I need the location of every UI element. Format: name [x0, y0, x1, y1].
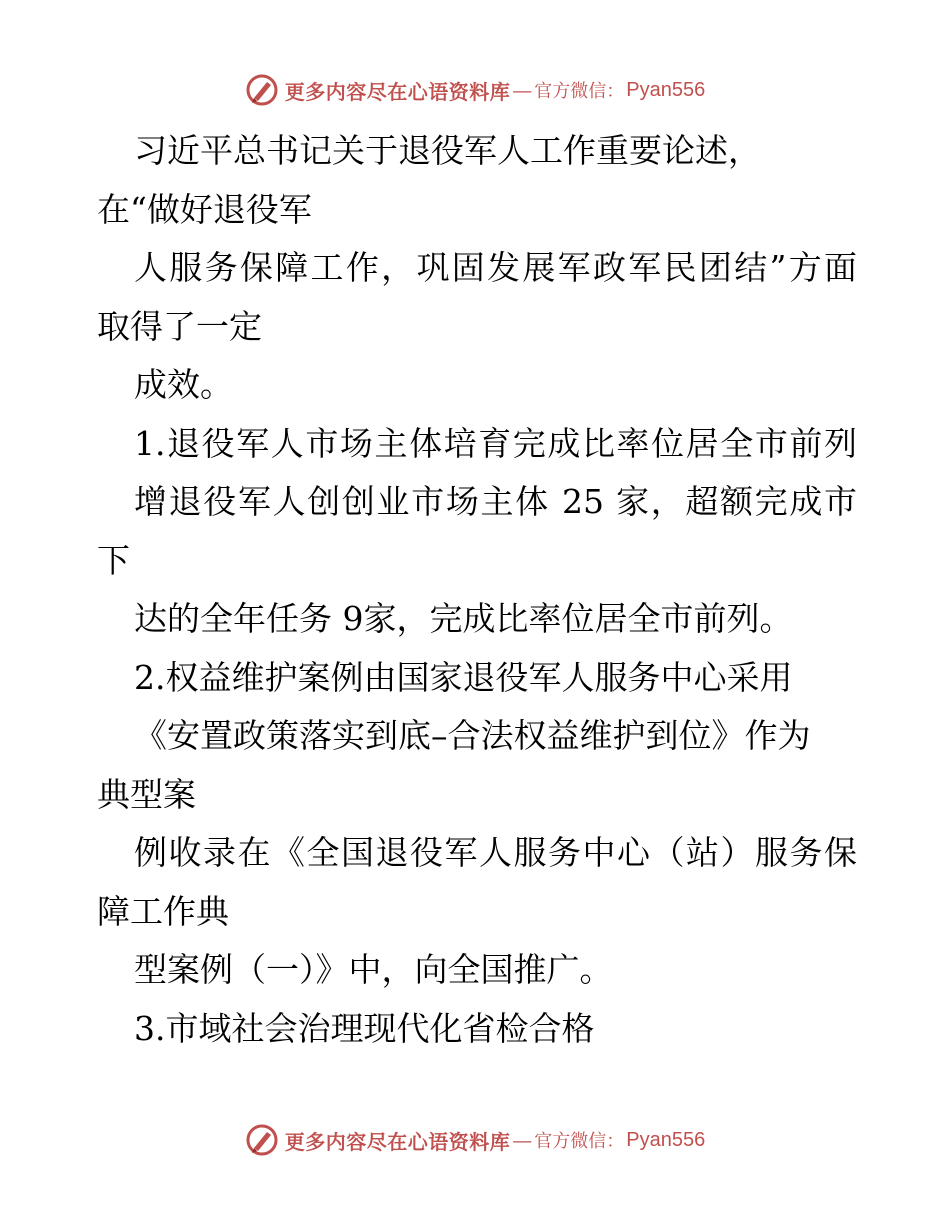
watermark-wechat-label: 官方微信：: [534, 81, 625, 102]
text-line: 型案例（一）》中，向全国推广。: [134, 950, 613, 989]
watermark-banner-top: [0, 68, 950, 112]
text-line: 3.市域社会治理现代化省检合格: [134, 1008, 595, 1048]
watermark-main-text: 更多内容尽在心语资料库: [284, 1129, 511, 1154]
text-line: 取得了一定: [97, 306, 262, 346]
text-line: 习近平总书记关于退役军人工作重要论述，: [134, 131, 761, 170]
watermark-wechat-label: 官方微信：: [534, 1131, 625, 1152]
pen-logo-icon: [245, 73, 279, 107]
text-line: 障工作典: [97, 891, 229, 931]
text-line: 1.退役军人市场主体培育完成比率位居全市前列: [134, 423, 857, 463]
watermark-wechat-id: Pyan556: [626, 78, 706, 101]
text-line: 人服务保障工作，巩固发展军政军民团结”方面: [134, 248, 857, 287]
document-body: [97, 122, 857, 1058]
text-line: 典型案: [97, 774, 196, 814]
watermark-banner-bottom: [0, 1118, 950, 1162]
text-line: 《安置政策落实到底–合法权益维护到位》作为: [134, 716, 811, 755]
watermark-wechat-id: Pyan556: [626, 1128, 706, 1151]
text-line: 2.权益维护案例由国家退役军人服务中心采用: [134, 657, 793, 697]
watermark-main-text: 更多内容尽在心语资料库: [284, 79, 511, 104]
watermark-separator: —: [512, 78, 533, 102]
text-line: 在“做好退役军: [97, 189, 312, 229]
text-line: 增退役军人创创业市场主体 25 家，超额完成市: [134, 482, 857, 521]
text-line: 成效。: [134, 365, 233, 404]
pen-logo-icon: [245, 1123, 279, 1157]
text-line: 例收录在《全国退役军人服务中心（站）服务保: [134, 833, 857, 872]
watermark-separator: —: [512, 1128, 533, 1152]
text-line: 达的全年任务 9家，完成比率位居全市前列。: [134, 599, 793, 638]
text-line: 下: [97, 540, 130, 580]
